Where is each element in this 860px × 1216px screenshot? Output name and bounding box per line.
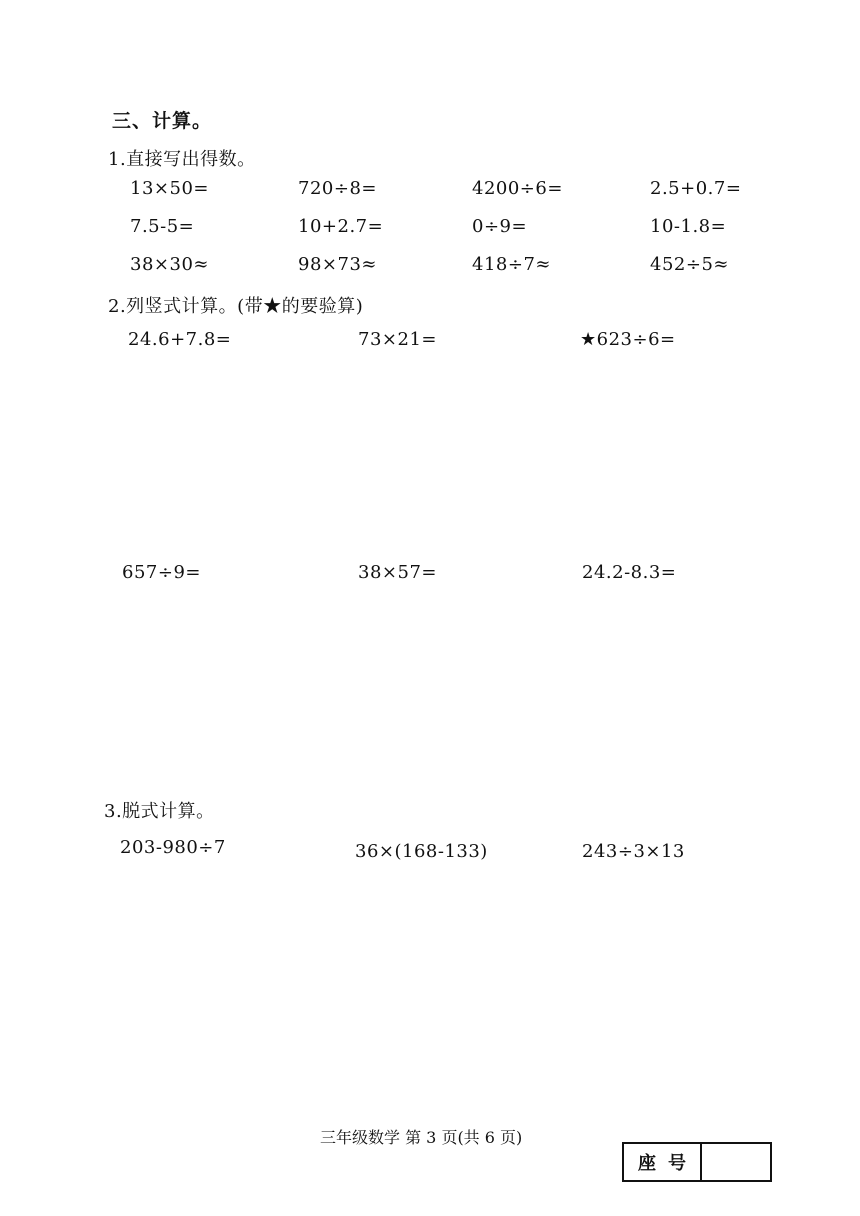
oral-problem: 720÷8= xyxy=(298,178,377,199)
stepwise-problem: 203-980÷7 xyxy=(120,837,226,858)
oral-problem: 10-1.8= xyxy=(650,216,727,237)
oral-problem: 98×73≈ xyxy=(298,254,377,275)
vertical-problem: 38×57= xyxy=(358,562,437,583)
part3-title: 3.脱式计算。 xyxy=(104,801,215,822)
stepwise-problem: 36×(168-133) xyxy=(355,841,488,862)
stepwise-problem: 243÷3×13 xyxy=(582,841,685,862)
oral-problem: 2.5+0.7= xyxy=(650,178,742,199)
oral-problem: 0÷9= xyxy=(472,216,528,237)
seat-number-field[interactable] xyxy=(702,1144,770,1180)
part2-title: 2.列竖式计算。(带★的要验算) xyxy=(108,296,364,317)
oral-problem: 4200÷6= xyxy=(472,178,563,199)
section-title: 三、计算。 xyxy=(112,110,213,132)
vertical-problem: ★623÷6= xyxy=(580,329,676,350)
vertical-problem: 24.2-8.3= xyxy=(582,562,677,583)
oral-problem: 418÷7≈ xyxy=(472,254,551,275)
page-footer: 三年级数学 第 3 页(共 6 页) xyxy=(320,1128,523,1147)
oral-problem: 38×30≈ xyxy=(130,254,209,275)
seat-number-label: 座号 xyxy=(624,1144,702,1180)
part1-title: 1.直接写出得数。 xyxy=(108,149,256,170)
oral-problem: 10+2.7= xyxy=(298,216,384,237)
vertical-problem: 24.6+7.8= xyxy=(128,329,232,350)
oral-problem: 7.5-5= xyxy=(130,216,195,237)
seat-number-box xyxy=(622,1142,772,1182)
vertical-problem: 657÷9= xyxy=(122,562,201,583)
oral-problem: 13×50= xyxy=(130,178,209,199)
vertical-problem: 73×21= xyxy=(358,329,437,350)
oral-problem: 452÷5≈ xyxy=(650,254,729,275)
